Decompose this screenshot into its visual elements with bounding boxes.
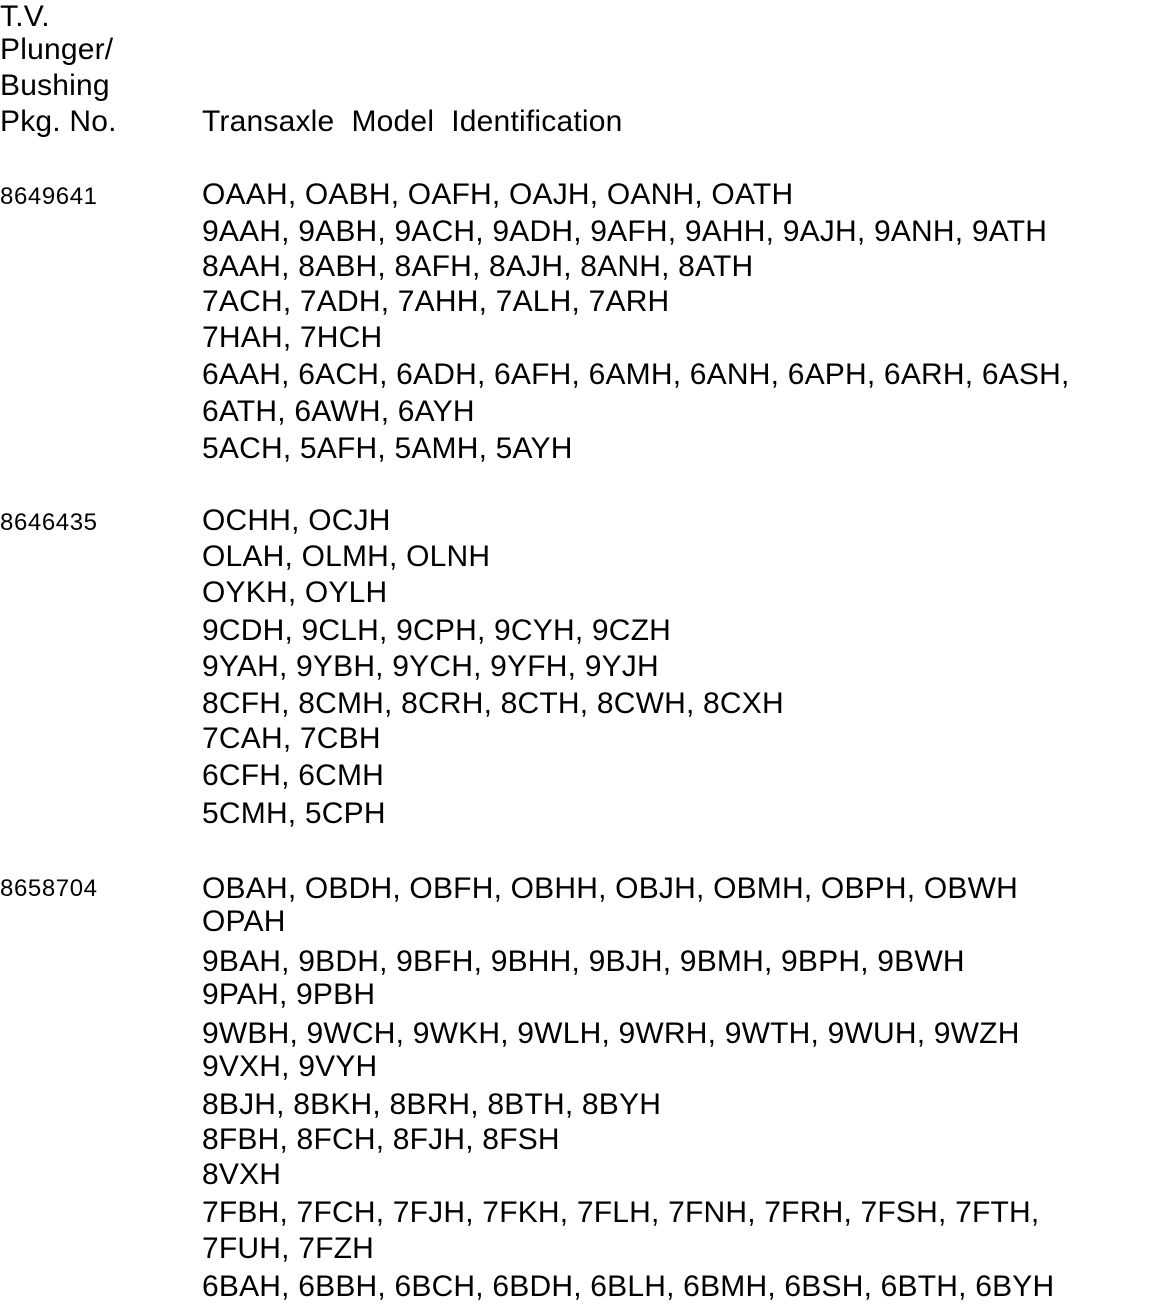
model-line: 6AAH, 6ACH, 6ADH, 6AFH, 6AMH, 6ANH, 6APH, 6ARH, 6ASH, <box>202 358 1070 391</box>
model-line: OBAH, OBDH, OBFH, OBHH, OBJH, OBMH, OBPH, OBWH <box>202 872 1018 905</box>
model-line: 6BAH, 6BBH, 6BCH, 6BDH, 6BLH, 6BMH, 6BSH, 6BTH, 6BYH <box>202 1270 1055 1303</box>
model-line: 8CFH, 8CMH, 8CRH, 8CTH, 8CWH, 8CXH <box>202 687 784 720</box>
model-line: 9BAH, 9BDH, 9BFH, 9BHH, 9BJH, 9BMH, 9BPH, 9BWH <box>202 945 965 978</box>
model-line: 7FUH, 7FZH <box>202 1232 375 1265</box>
model-line: 9VXH, 9VYH <box>202 1050 378 1083</box>
model-line: 7HAH, 7HCH <box>202 321 383 354</box>
header-transaxle-model-identification: Transaxle Model Identification <box>202 105 623 138</box>
model-line: 7CAH, 7CBH <box>202 722 381 755</box>
model-line: 9CDH, 9CLH, 9CPH, 9CYH, 9CZH <box>202 614 672 647</box>
model-line: OYKH, OYLH <box>202 576 388 609</box>
model-line: 8FBH, 8FCH, 8FJH, 8FSH <box>202 1123 560 1156</box>
model-line: 9AAH, 9ABH, 9ACH, 9ADH, 9AFH, 9AHH, 9AJH, 9ANH, 9ATH <box>202 215 1048 248</box>
model-line: 8AAH, 8ABH, 8AFH, 8AJH, 8ANH, 8ATH <box>202 250 754 283</box>
header-pkg-no: Pkg. No. <box>0 105 117 138</box>
pkg-number-3: 8658704 <box>0 875 98 902</box>
pkg-number-1: 8649641 <box>0 183 98 210</box>
model-line: 8BJH, 8BKH, 8BRH, 8BTH, 8BYH <box>202 1088 662 1121</box>
model-line: 8VXH <box>202 1158 282 1191</box>
pkg-number-2: 8646435 <box>0 509 98 536</box>
model-line: 5ACH, 5AFH, 5AMH, 5AYH <box>202 432 573 465</box>
model-line: 6CFH, 6CMH <box>202 759 385 792</box>
model-line: 7ACH, 7ADH, 7AHH, 7ALH, 7ARH <box>202 285 670 318</box>
model-line: OPAH <box>202 905 286 938</box>
model-line: 9WBH, 9WCH, 9WKH, 9WLH, 9WRH, 9WTH, 9WUH, 9WZH <box>202 1017 1020 1050</box>
header-bushing: Bushing <box>0 69 110 102</box>
model-line: OAAH, OABH, OAFH, OAJH, OANH, OATH <box>202 178 794 211</box>
model-line: 9YAH, 9YBH, 9YCH, 9YFH, 9YJH <box>202 650 659 683</box>
model-line: 9PAH, 9PBH <box>202 978 376 1011</box>
model-line: 5CMH, 5CPH <box>202 797 386 830</box>
model-line: 6ATH, 6AWH, 6AYH <box>202 395 475 428</box>
model-line: OCHH, OCJH <box>202 504 391 537</box>
header-plunger: Plunger/ <box>0 33 114 66</box>
model-line: OLAH, OLMH, OLNH <box>202 540 491 573</box>
model-line: 7FBH, 7FCH, 7FJH, 7FKH, 7FLH, 7FNH, 7FRH, 7FSH, 7FTH, <box>202 1196 1040 1229</box>
header-tv: T.V. <box>0 0 50 33</box>
